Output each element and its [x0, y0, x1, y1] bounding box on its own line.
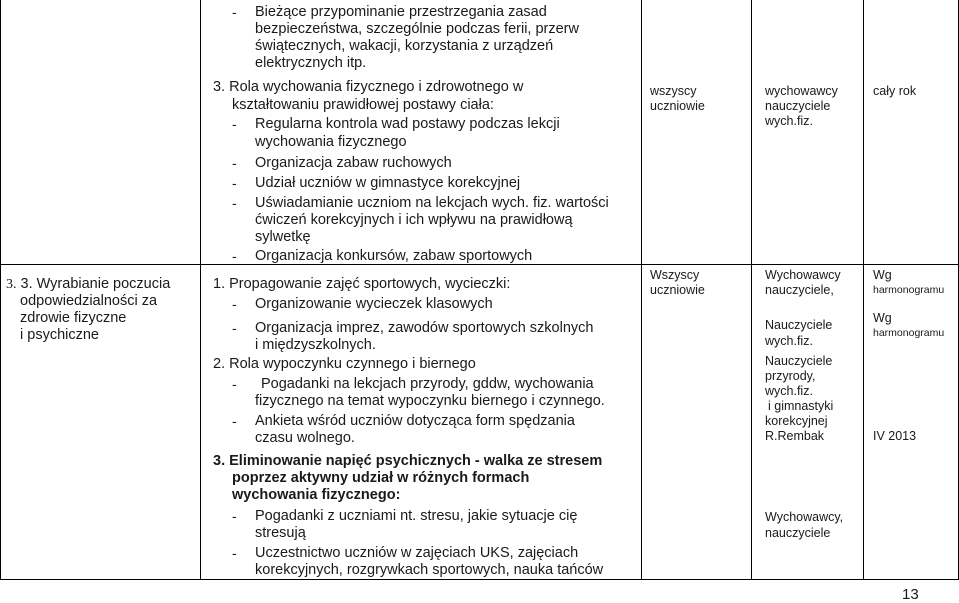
responsible: wych.fiz. — [765, 114, 813, 128]
page-number: 13 — [902, 586, 919, 603]
list-item: wychowania fizycznego — [255, 134, 407, 150]
list-item: sylwetkę — [255, 229, 311, 245]
responsible: wychowawcy — [765, 84, 838, 98]
list-item: czasu wolnego. — [255, 430, 355, 446]
goal-title: i psychiczne — [20, 327, 99, 343]
list-item: Regularna kontrola wad postawy podczas lekcji — [255, 116, 560, 132]
list-item: stresują — [255, 525, 306, 541]
section-heading: 2. Rola wypoczynku czynnego i biernego — [213, 356, 476, 372]
table-border-left — [0, 0, 1, 580]
responsible: korekcyjnej — [765, 414, 828, 428]
responsible: wych.fiz. — [765, 334, 813, 348]
participants: uczniowie — [650, 283, 705, 297]
table-border-bottom — [0, 579, 959, 580]
responsible: nauczyciele — [765, 526, 831, 540]
responsible: wych.fiz. — [765, 384, 813, 398]
goal-title: zdrowie fizyczne — [20, 310, 127, 326]
section-heading: kształtowaniu prawidłowej postawy ciała: — [232, 97, 494, 113]
section-heading: 1. Propagowanie zajęć sportowych, wycieczki: — [213, 276, 511, 292]
list-item: ćwiczeń korekcyjnych i ich wpływu na prawidłową — [255, 212, 573, 228]
list-item: Organizacja konkursów, zabaw sportowych — [255, 248, 533, 264]
column-divider — [641, 0, 642, 580]
responsible: R.Rembak — [765, 429, 825, 443]
list-item: bezpieczeństwa, szczególnie podczas ferii, przerw — [255, 21, 579, 37]
timeframe: harmonogramu — [873, 284, 945, 296]
participants: wszyscy — [650, 84, 697, 98]
responsible: nauczyciele, — [765, 283, 834, 297]
list-item: Organizowanie wycieczek klasowych — [255, 296, 493, 312]
participants: uczniowie — [650, 99, 705, 113]
responsible: Nauczyciele — [765, 354, 833, 368]
list-item: Ankieta wśród uczniów dotycząca form spędzania — [255, 413, 575, 429]
list-item: świątecznych, wakacji, korzystania z urządzeń — [255, 38, 554, 54]
column-divider — [200, 0, 201, 580]
responsible: Nauczyciele — [765, 318, 833, 332]
list-item: Pogadanki z uczniami nt. stresu, jakie sytuacje cię — [255, 508, 578, 524]
list-item: Bieżące przypominanie przestrzegania zasad — [255, 4, 547, 20]
responsible: nauczyciele — [765, 99, 831, 113]
goal-title: odpowiedzialności za — [20, 293, 158, 309]
list-item: elektrycznych itp. — [255, 55, 367, 71]
responsible: i gimnastyki — [768, 399, 834, 413]
responsible: Wychowawcy, — [765, 510, 844, 524]
section-heading: poprzez aktywny udział w różnych formach — [232, 470, 530, 486]
list-item: Pogadanki na lekcjach przyrody, gddw, wychowania — [261, 376, 594, 392]
list-item: Organizacja imprez, zawodów sportowych szkolnych — [255, 320, 594, 336]
goal-title: 3. 3. Wyrabianie poczucia — [6, 276, 171, 292]
participants: Wszyscy — [650, 268, 700, 282]
responsible: przyrody, — [765, 369, 816, 383]
timeframe: Wg — [873, 311, 892, 325]
timeframe: harmonogramu — [873, 327, 945, 339]
column-divider — [751, 0, 752, 580]
list-item: Uświadamianie uczniom na lekcjach wych. fiz. wartości — [255, 195, 609, 211]
timeframe: cały rok — [873, 84, 917, 98]
section-heading: 3. Rola wychowania fizycznego i zdrowotnego w — [213, 79, 524, 95]
list-item: Udział uczniów w gimnastyce korekcyjnej — [255, 175, 521, 191]
timeframe: Wg — [873, 268, 892, 282]
section-heading: wychowania fizycznego: — [232, 487, 401, 503]
list-item: fizycznego na temat wypoczynku biernego i czynnego. — [255, 393, 605, 409]
list-item: Uczestnictwo uczniów w zajęciach UKS, zajęciach — [255, 545, 579, 561]
list-item: Organizacja zabaw ruchowych — [255, 155, 452, 171]
responsible: Wychowawcy — [765, 268, 841, 282]
list-item: i międzyszkolnych. — [255, 337, 376, 353]
section-heading: 3. Eliminowanie napięć psychicznych - walka ze stresem — [213, 453, 603, 469]
timeframe: IV 2013 — [873, 429, 917, 443]
list-item: korekcyjnych, rozgrywkach sportowych, nauka tańców — [255, 562, 604, 578]
column-divider — [863, 0, 864, 580]
